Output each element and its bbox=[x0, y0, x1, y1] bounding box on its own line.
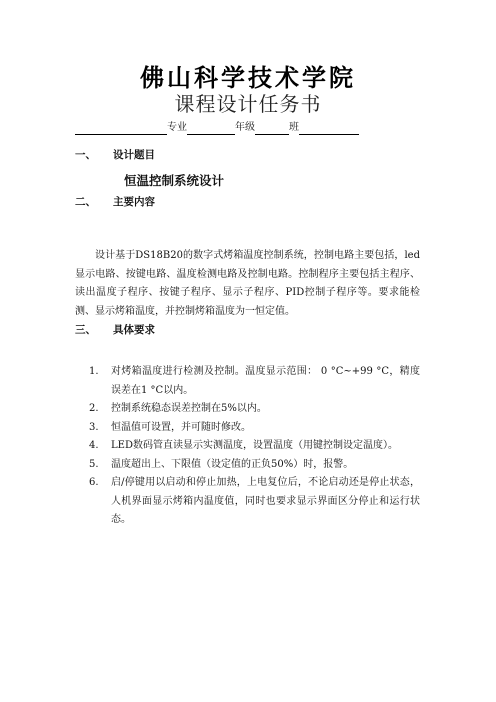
requirement-item bbox=[75, 437, 420, 456]
requirement-item bbox=[75, 474, 420, 530]
info-field-grade: 年级 bbox=[235, 122, 255, 133]
requirement-text: 对烤箱温度进行检测及控制。温度显示范围： 0 °C~+99 °C，精度误差在1 °C以内。 bbox=[111, 366, 420, 396]
project-title: 恒温控制系统设计 bbox=[124, 173, 225, 188]
document-title: 课程设计任务书 bbox=[174, 92, 322, 116]
requirement-item bbox=[75, 363, 420, 400]
info-field-class: 班 bbox=[289, 122, 299, 133]
major-blank bbox=[75, 122, 167, 135]
requirement-index: 5. bbox=[89, 458, 99, 470]
requirement-text: 控制系统稳态误差控制在5%以内。 bbox=[111, 403, 267, 414]
class-blank bbox=[255, 122, 289, 135]
section-number: 三、 bbox=[75, 324, 96, 336]
section-heading-1 bbox=[75, 147, 155, 162]
requirement-text: 恒温值可设置，并可随时修改。 bbox=[111, 421, 251, 433]
main-content-paragraph: 设计基于DS18B20的数字式烤箱温度控制系统，控制电路主要包括，led显示电路、按键电路、温度检测电路及控制电路。控制程序主要包括主程序、读出温度子程序、按键子程序、显示子程序、PID控制子程序等。要求能检测、显示烤箱温度，并控制烤箱温度为一恒定值。 bbox=[75, 250, 420, 317]
requirement-text: 温度超出上、下限值（设定值的正负50%）时，报警。 bbox=[111, 458, 354, 470]
requirement-item bbox=[75, 400, 420, 419]
grade-blank bbox=[187, 122, 235, 135]
section-number: 一、 bbox=[75, 149, 96, 161]
requirement-text: 启/停键用以启动和停止加热，上电复位后，不论启动还是停止状态，人机界面显示烤箱内温度值，同时也要求显示界面区分停止和运行状态。 bbox=[111, 477, 420, 525]
requirement-item bbox=[75, 456, 420, 475]
requirement-index: 1. bbox=[89, 366, 99, 377]
requirement-text: LED数码管直读显示实测温度，设置温度（用键控制设定温度）。 bbox=[111, 440, 398, 451]
section-heading-2 bbox=[75, 194, 155, 209]
requirements-list bbox=[75, 363, 420, 530]
info-fields-line bbox=[75, 121, 359, 135]
requirement-index: 6. bbox=[89, 477, 99, 488]
requirement-item bbox=[75, 419, 420, 438]
section-title: 主要内容 bbox=[113, 196, 155, 208]
school-name: 佛山科学技术学院 bbox=[140, 63, 356, 92]
requirement-index: 3. bbox=[89, 421, 99, 433]
student-blank bbox=[299, 122, 359, 135]
section-number: 二、 bbox=[75, 196, 96, 208]
main-content bbox=[75, 247, 420, 321]
requirement-index: 2. bbox=[89, 403, 99, 414]
section-heading-3 bbox=[75, 322, 155, 337]
info-field-major: 专业 bbox=[167, 122, 187, 133]
requirement-index: 4. bbox=[89, 440, 99, 451]
section-title: 设计题目 bbox=[113, 149, 155, 161]
section-title: 具体要求 bbox=[113, 324, 155, 336]
